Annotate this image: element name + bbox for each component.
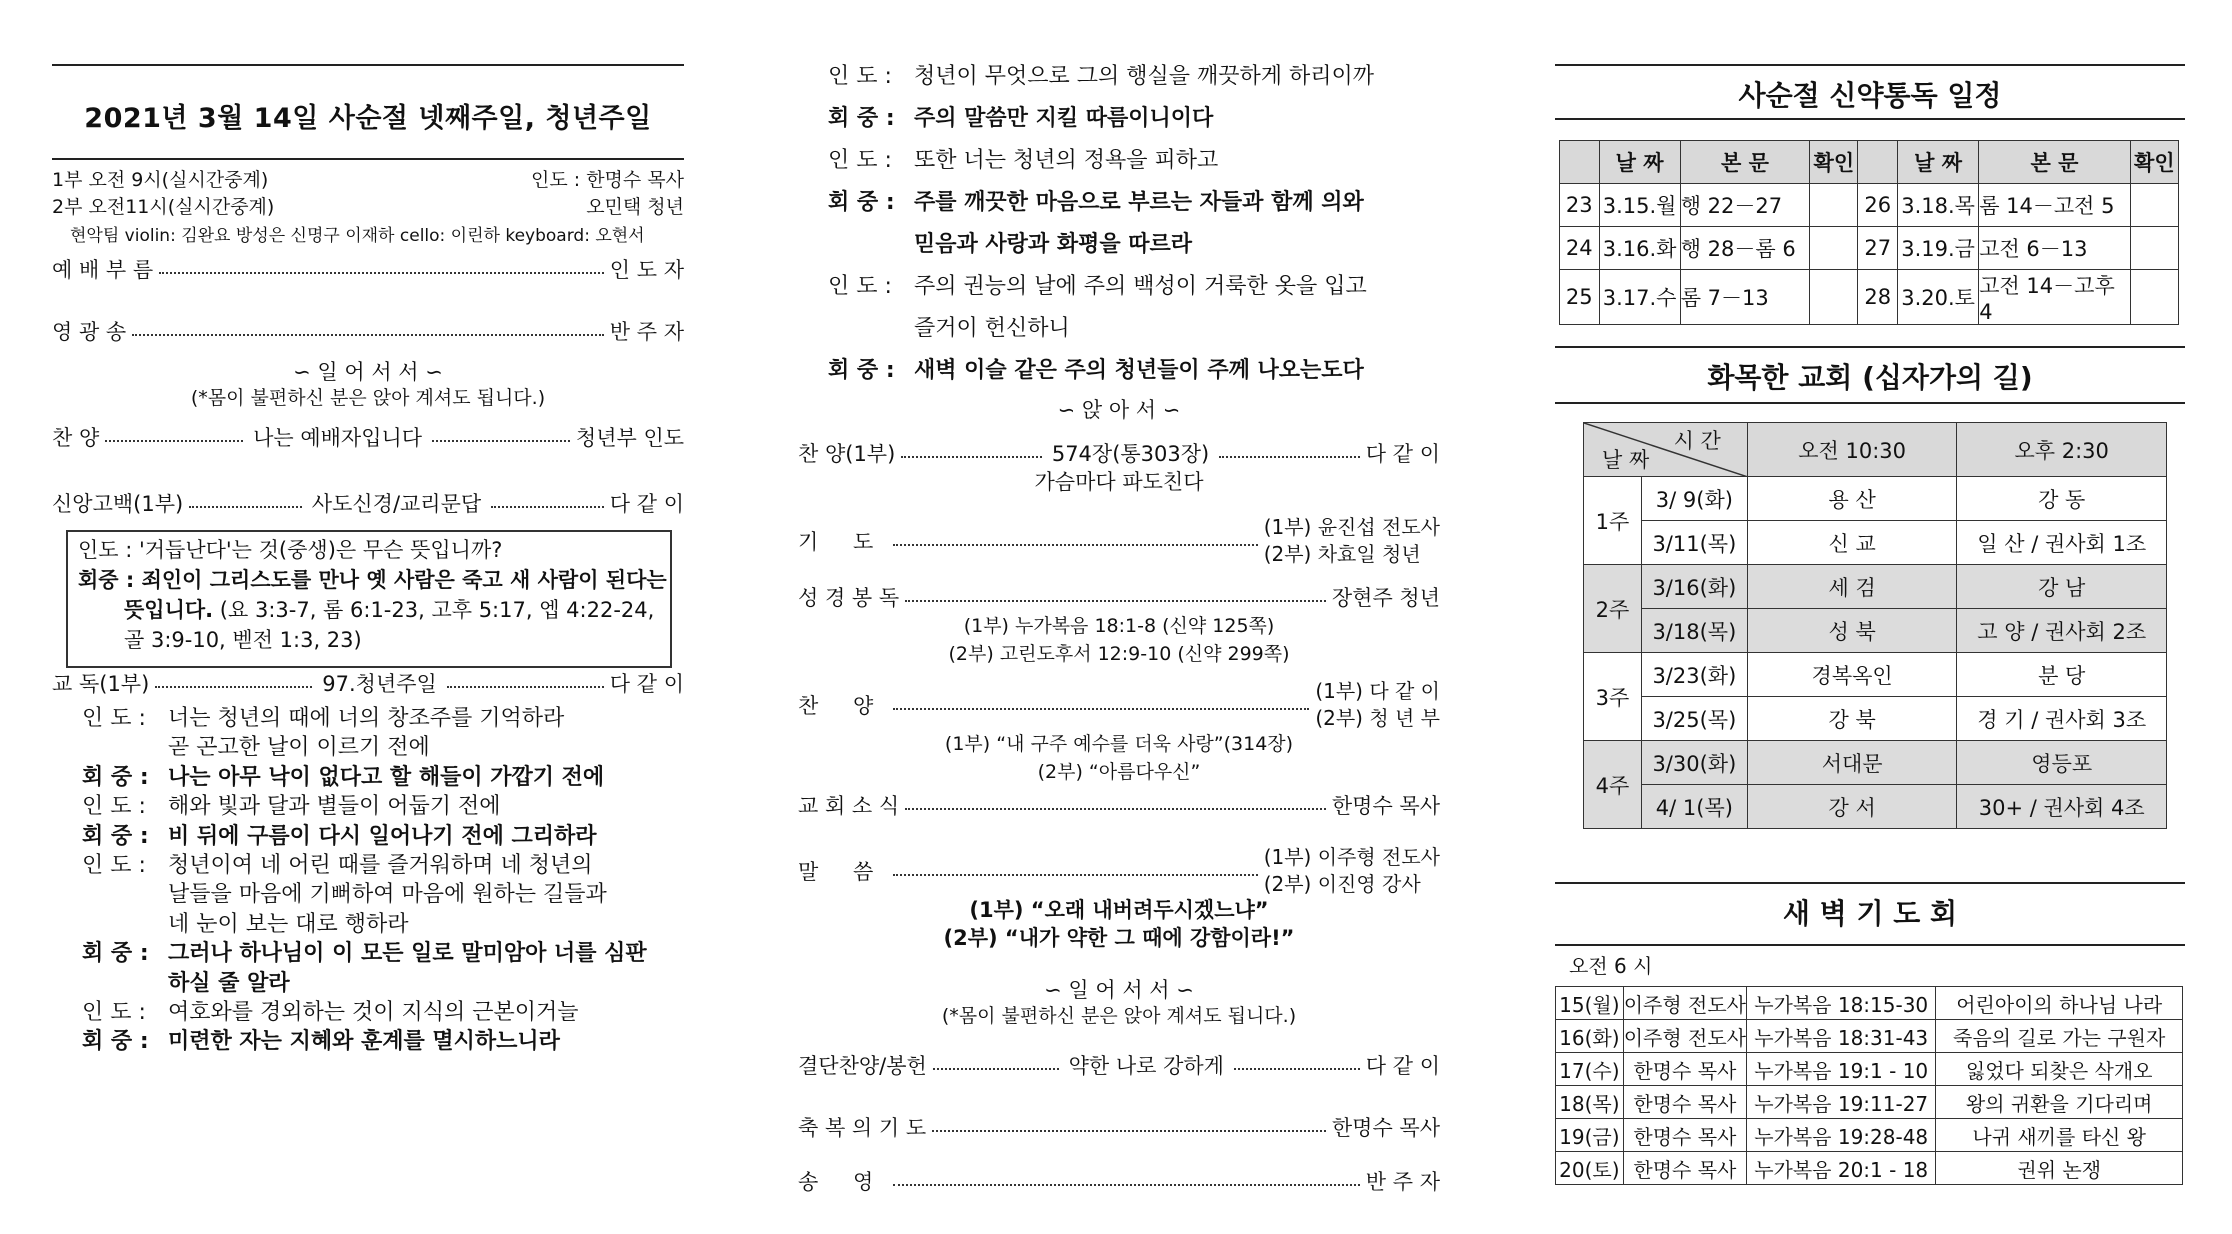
responsive-text: 주를 깨끗한 마음으로 부르는 자들과 함께 의와 bbox=[914, 190, 1364, 215]
call-to-worship bbox=[52, 254, 684, 284]
lent-row bbox=[1560, 184, 2179, 227]
praise bbox=[52, 422, 684, 452]
gloria bbox=[52, 316, 684, 346]
standing-heading: ∽ 일 어 서 서 ∽ bbox=[293, 360, 443, 384]
peace-church-table bbox=[1583, 422, 2167, 829]
dawn-preacher: 한명수 목사 bbox=[1623, 1086, 1746, 1119]
musicians: 현악팀 violin: 김완요 방성은 신명구 이재하 cello: 이린하 keyboard: 오현서 bbox=[70, 226, 645, 246]
news-right: 한명수 목사 bbox=[1331, 794, 1440, 818]
dawn-passage: 누가복음 19:1 - 10 bbox=[1747, 1053, 1936, 1086]
sermon bbox=[798, 845, 1440, 896]
dawn-date: 16(화) bbox=[1556, 1020, 1624, 1053]
am-location: 강 서 bbox=[1747, 785, 1957, 829]
responsive-line bbox=[914, 314, 1440, 344]
speaker-label: 회 중 : bbox=[82, 823, 149, 849]
lent-header-row bbox=[1560, 141, 2179, 184]
visit-date: 3/16(화) bbox=[1641, 565, 1747, 609]
benediction bbox=[798, 1112, 1440, 1142]
catechism-answer-1: 회중 : 죄인이 그리스도를 만나 옛 사람은 죽고 새 사람이 된다는 bbox=[78, 568, 667, 592]
hymn bbox=[798, 438, 1440, 468]
date: 3.17.수 bbox=[1599, 270, 1680, 325]
benediction-right: 한명수 목사 bbox=[1331, 1116, 1440, 1140]
standing-note: (*몸이 불편하신 분은 앉아 계셔도 됩니다.) bbox=[190, 387, 546, 409]
day-number: 23 bbox=[1560, 184, 1600, 227]
passage: 고전 6－13 bbox=[1979, 227, 2130, 270]
pm-location: 영등포 bbox=[1957, 741, 2167, 785]
check-box[interactable] bbox=[1810, 270, 1858, 325]
dawn-row bbox=[1556, 1152, 2183, 1185]
pm-location: 강 남 bbox=[1957, 565, 2167, 609]
dawn-passage: 누가복음 18:15-30 bbox=[1747, 987, 1936, 1020]
dawn-sermon-title: 왕의 귀환을 기다리며 bbox=[1936, 1086, 2183, 1119]
sermon-2: (2부) 이진영 강사 bbox=[1263, 872, 1421, 896]
prayer-2: (2부) 차효일 청년 bbox=[1263, 542, 1421, 566]
lent-row bbox=[1560, 227, 2179, 270]
responsive-line bbox=[168, 733, 684, 763]
anthem-song-1: (1부) “내 구주 예수를 더욱 사랑”(314장) bbox=[944, 733, 1294, 755]
am-location: 용 산 bbox=[1747, 477, 1957, 521]
reading-right: 다 같 이 bbox=[609, 672, 685, 696]
responsive-line bbox=[828, 62, 1440, 92]
dawn-row bbox=[1556, 1020, 2183, 1053]
passage: 행 22－27 bbox=[1680, 184, 1810, 227]
gloria-right: 반 주 자 bbox=[609, 320, 684, 344]
service-2-leader: 오민택 청년 bbox=[586, 196, 684, 218]
check-box[interactable] bbox=[1810, 227, 1858, 270]
date: 3.19.금 bbox=[1897, 227, 1978, 270]
day-number: 26 bbox=[1858, 184, 1898, 227]
speaker-label: 회 중 : bbox=[828, 106, 895, 131]
dawn-date: 17(수) bbox=[1556, 1053, 1624, 1086]
am-location: 신 교 bbox=[1747, 521, 1957, 565]
praise-right: 청년부 인도 bbox=[575, 426, 685, 450]
speaker-label: 인 도 : bbox=[828, 148, 892, 173]
pm-location: 경 기 / 권사회 3조 bbox=[1957, 697, 2167, 741]
lent-header-check: 확인 bbox=[1810, 141, 1858, 184]
speaker-label: 인 도 : bbox=[82, 1000, 146, 1025]
sitting-heading: ∽ 앉 아 서 ∽ bbox=[1057, 398, 1181, 422]
dawn-sermon-title: 잃었다 되찾은 삭개오 bbox=[1936, 1053, 2183, 1086]
responsive-line bbox=[82, 1027, 684, 1057]
peace-header-am: 오전 10:30 bbox=[1747, 423, 1957, 477]
page-title: 2021년 3월 14일 사순절 넷째주일, 청년주일 bbox=[84, 103, 652, 134]
lent-header-text-2: 본 문 bbox=[1979, 141, 2130, 184]
dawn-date: 18(목) bbox=[1556, 1086, 1624, 1119]
sermon-title-2: (2부) “내가 약한 그 때에 강함이라!” bbox=[943, 926, 1295, 950]
am-location: 강 북 bbox=[1747, 697, 1957, 741]
visit-date: 3/18(목) bbox=[1641, 609, 1747, 653]
speaker-label: 인 도 : bbox=[82, 706, 146, 731]
peace-row bbox=[1584, 697, 2167, 741]
title-rule bbox=[52, 158, 684, 160]
call-right: 인 도 자 bbox=[609, 258, 684, 282]
catechism-question: 인도 : '거듭난다'는 것(중생)은 무슨 뜻입니까? bbox=[78, 538, 503, 562]
responsive-line bbox=[828, 146, 1440, 176]
lent-header-text: 본 문 bbox=[1680, 141, 1810, 184]
dawn-passage: 누가복음 20:1 - 18 bbox=[1747, 1152, 1936, 1185]
prayer bbox=[798, 515, 1440, 566]
standing-heading-2: ∽ 일 어 서 서 ∽ bbox=[1044, 978, 1194, 1002]
day-number: 28 bbox=[1858, 270, 1898, 325]
sermon-1: (1부) 이주형 전도사 bbox=[1263, 845, 1440, 869]
week-label: 4주 bbox=[1584, 741, 1642, 829]
responsive-line bbox=[82, 792, 684, 822]
peace-row bbox=[1584, 741, 2167, 785]
hymn-title: 가슴마다 파도친다 bbox=[1034, 470, 1204, 494]
responsive-text: 또한 너는 청년의 정욕을 피하고 bbox=[914, 148, 1219, 173]
lent-reading-title: 사순절 신약통독 일정 bbox=[1738, 79, 2002, 112]
anthem-2: (2부) 청 년 부 bbox=[1315, 706, 1440, 730]
lent-header-date: 날 짜 bbox=[1599, 141, 1680, 184]
visit-date: 3/ 9(화) bbox=[1641, 477, 1747, 521]
responsive-text: 그러나 하나님이 이 모든 일로 말미암아 너를 심판 bbox=[168, 941, 647, 967]
responsive-text: 날들을 마음에 기뻐하여 마음에 원하는 길들과 bbox=[168, 882, 607, 908]
responsive-text: 곧 곤고한 날이 이르기 전에 bbox=[168, 735, 430, 761]
speaker-label: 인 도 : bbox=[82, 853, 146, 878]
speaker-label: 인 도 : bbox=[828, 274, 892, 299]
speaker-label: 회 중 : bbox=[82, 764, 149, 790]
responsive-line bbox=[828, 104, 1440, 134]
hymn-right: 다 같 이 bbox=[1365, 442, 1441, 466]
scripture-2: (2부) 고린도후서 12:9-10 (신약 299쪽) bbox=[948, 643, 1290, 665]
visit-date: 3/25(목) bbox=[1641, 697, 1747, 741]
creed-label: 신앙고백(1부) bbox=[52, 492, 184, 516]
week-label: 1주 bbox=[1584, 477, 1642, 565]
passage: 고전 14－고후 4 bbox=[1979, 270, 2130, 325]
dawn-date: 19(금) bbox=[1556, 1119, 1624, 1152]
speaker-label: 회 중 : bbox=[828, 190, 895, 215]
pm-location: 일 산 / 권사회 1조 bbox=[1957, 521, 2167, 565]
lent-header-check-2: 확인 bbox=[2130, 141, 2178, 184]
responsive-line bbox=[914, 230, 1440, 260]
passage: 롬 7－13 bbox=[1680, 270, 1810, 325]
responsive-text: 나는 아무 낙이 없다고 할 해들이 가깝기 전에 bbox=[168, 764, 605, 790]
pm-location: 30+ / 권사회 4조 bbox=[1957, 785, 2167, 829]
responsive-text: 새벽 이슬 같은 주의 청년들이 주께 나오는도다 bbox=[914, 358, 1364, 383]
am-location: 서대문 bbox=[1747, 741, 1957, 785]
date: 3.18.목 bbox=[1897, 184, 1978, 227]
responsive-text: 네 눈이 보는 대로 행하라 bbox=[168, 911, 409, 937]
responsive-line bbox=[82, 763, 684, 793]
catechism-answer-2-refs: (요 3:3-7, 롬 6:1-23, 고후 5:17, 엡 4:22-24, bbox=[213, 598, 655, 622]
hymn-number: 574장(통303장) bbox=[1048, 438, 1213, 468]
dawn-preacher: 한명수 목사 bbox=[1623, 1119, 1746, 1152]
check-box[interactable] bbox=[2130, 227, 2178, 270]
am-location: 세 검 bbox=[1747, 565, 1957, 609]
responsive-line bbox=[168, 880, 684, 910]
responsive-text: 주의 권능의 날에 주의 백성이 거룩한 옷을 입고 bbox=[914, 274, 1367, 299]
prayer-1: (1부) 윤진섭 전도사 bbox=[1263, 515, 1440, 539]
commit-song: 약한 나로 강하게 bbox=[1065, 1050, 1228, 1080]
peace-row bbox=[1584, 565, 2167, 609]
responsive-text: 청년이여 네 어린 때를 즐거워하며 네 청년의 bbox=[168, 853, 593, 878]
dawn-passage: 누가복음 19:11-27 bbox=[1747, 1086, 1936, 1119]
date: 3.15.월 bbox=[1599, 184, 1680, 227]
responsive-text: 주의 말씀만 지킬 따름이니이다 bbox=[914, 106, 1214, 131]
responsive-line bbox=[82, 998, 684, 1028]
doxology bbox=[798, 1166, 1440, 1196]
commit-label: 결단찬양/봉헌 bbox=[798, 1054, 927, 1078]
am-location: 성 북 bbox=[1747, 609, 1957, 653]
passage: 행 28－롬 6 bbox=[1680, 227, 1810, 270]
speaker-label: 회 중 : bbox=[828, 358, 895, 383]
pm-location: 고 양 / 권사회 2조 bbox=[1957, 609, 2167, 653]
commit-right: 다 같 이 bbox=[1365, 1054, 1440, 1078]
visit-date: 3/30(화) bbox=[1641, 741, 1747, 785]
dawn-row bbox=[1556, 1086, 2183, 1119]
dawn-prayer-time: 오전 6 시 bbox=[1569, 954, 1653, 978]
check-box[interactable] bbox=[1810, 184, 1858, 227]
call-label: 예 배 부 름 bbox=[52, 258, 154, 282]
corner-date: 날 짜 bbox=[1602, 448, 1650, 472]
responsive-line bbox=[82, 851, 684, 881]
responsive-text: 즐거이 헌신하니 bbox=[914, 316, 1070, 341]
date: 3.16.화 bbox=[1599, 227, 1680, 270]
hymn-label: 찬 양(1부) bbox=[798, 442, 896, 466]
pm-location: 강 동 bbox=[1957, 477, 2167, 521]
responsive-text: 여호와를 경외하는 것이 지식의 근본이거늘 bbox=[168, 1000, 579, 1025]
dawn-sermon-title: 어린아이의 하나님 나라 bbox=[1936, 987, 2183, 1020]
service-1-leader: 인도 : 한명수 목사 bbox=[531, 169, 684, 191]
responsive-line bbox=[828, 272, 1440, 302]
anthem bbox=[798, 679, 1440, 730]
visit-date: 4/ 1(목) bbox=[1641, 785, 1747, 829]
doxology-label: 송 영 bbox=[798, 1170, 888, 1194]
creed-mid: 사도신경/교리문답 bbox=[308, 488, 485, 518]
am-location: 경복옥인 bbox=[1747, 653, 1957, 697]
dawn-row bbox=[1556, 1053, 2183, 1086]
catechism-answer-3: 골 3:9-10, 벧전 1:3, 23) bbox=[124, 628, 362, 652]
scripture-right: 장현주 청년 bbox=[1331, 586, 1440, 610]
dawn-row bbox=[1556, 987, 2183, 1020]
day-number: 24 bbox=[1560, 227, 1600, 270]
service-2-time: 2부 오전11시(실시간중계) bbox=[52, 196, 275, 218]
speaker-label: 인 도 : bbox=[828, 64, 892, 89]
dawn-prayer-table bbox=[1555, 986, 2183, 1185]
responsive-reading bbox=[52, 668, 684, 698]
responsive-line bbox=[82, 704, 684, 734]
check-box[interactable] bbox=[2130, 184, 2178, 227]
speaker-label: 회 중 : bbox=[82, 1029, 149, 1055]
dawn-preacher: 한명수 목사 bbox=[1623, 1152, 1746, 1185]
dawn-date: 15(월) bbox=[1556, 987, 1624, 1020]
peace-header-pm: 오후 2:30 bbox=[1957, 423, 2167, 477]
dawn-row bbox=[1556, 1119, 2183, 1152]
dawn-sermon-title: 죽음의 길로 가는 구원자 bbox=[1936, 1020, 2183, 1053]
week-label: 2주 bbox=[1584, 565, 1642, 653]
responsive-text: 해와 빛과 달과 별들이 어둡기 전에 bbox=[168, 794, 501, 820]
dawn-sermon-title: 나귀 새끼를 타신 왕 bbox=[1936, 1119, 2183, 1152]
anthem-1: (1부) 다 같 이 bbox=[1315, 679, 1440, 703]
peace-row bbox=[1584, 609, 2167, 653]
creed bbox=[52, 488, 684, 518]
responsive-text: 믿음과 사랑과 화평을 따르라 bbox=[914, 232, 1193, 257]
week-label: 3주 bbox=[1584, 653, 1642, 741]
responsive-text: 청년이 무엇으로 그의 행실을 깨끗하게 하리이까 bbox=[914, 64, 1375, 89]
sermon-label: 말 씀 bbox=[798, 860, 888, 884]
prayer-label: 기 도 bbox=[798, 530, 888, 554]
church-news bbox=[798, 790, 1440, 820]
pm-location: 분 당 bbox=[1957, 653, 2167, 697]
dawn-passage: 누가복음 18:31-43 bbox=[1747, 1020, 1936, 1053]
day-number: 27 bbox=[1858, 227, 1898, 270]
peace-row bbox=[1584, 477, 2167, 521]
peace-church-title: 화목한 교회 (십자가의 길) bbox=[1707, 361, 2033, 394]
peace-header-row bbox=[1584, 423, 2167, 477]
peace-row bbox=[1584, 785, 2167, 829]
catechism-answer-2 bbox=[124, 596, 670, 624]
dawn-preacher: 이주형 전도사 bbox=[1623, 1020, 1746, 1053]
anthem-label: 찬 양 bbox=[798, 694, 888, 718]
responsive-text: 하실 줄 알라 bbox=[168, 970, 290, 996]
creed-right: 다 같 이 bbox=[609, 492, 684, 516]
responsive-line bbox=[82, 939, 684, 969]
visit-date: 3/11(목) bbox=[1641, 521, 1747, 565]
dawn-preacher: 이주형 전도사 bbox=[1623, 987, 1746, 1020]
speaker-label: 회 중 : bbox=[82, 941, 149, 967]
visit-date: 3/23(화) bbox=[1641, 653, 1747, 697]
speaker-label: 인 도 : bbox=[82, 794, 146, 820]
responsive-text: 너는 청년의 때에 너의 창조주를 기억하라 bbox=[168, 706, 565, 731]
passage: 롬 14－고전 5 bbox=[1979, 184, 2130, 227]
news-label: 교 회 소 식 bbox=[798, 794, 900, 818]
sermon-title-1: (1부) “오래 내버려두시겠느냐” bbox=[969, 898, 1269, 922]
catechism-answer-2-bold: 뜻입니다. bbox=[124, 598, 214, 622]
peace-corner bbox=[1584, 423, 1748, 477]
benediction-label: 축 복 의 기 도 bbox=[798, 1116, 927, 1140]
praise-label: 찬 양 bbox=[52, 426, 100, 450]
responsive-line bbox=[82, 822, 684, 852]
scripture-1: (1부) 누가복음 18:1-8 (신약 125쪽) bbox=[963, 615, 1275, 637]
dawn-sermon-title: 권위 논쟁 bbox=[1936, 1152, 2183, 1185]
dawn-prayer-title: 새 벽 기 도 회 bbox=[1782, 897, 1958, 930]
reading-label: 교 독(1부) bbox=[52, 672, 150, 696]
catechism-box bbox=[66, 530, 672, 668]
lent-reading-table bbox=[1559, 140, 2179, 325]
lent-header-date-2: 날 짜 bbox=[1897, 141, 1978, 184]
peace-row bbox=[1584, 521, 2167, 565]
day-number: 25 bbox=[1560, 270, 1600, 325]
dawn-date: 20(토) bbox=[1556, 1152, 1624, 1185]
responsive-line bbox=[828, 188, 1440, 218]
anthem-song-2: (2부) “아름다우신” bbox=[1037, 761, 1201, 783]
commitment bbox=[798, 1050, 1440, 1080]
top-rule bbox=[52, 64, 684, 66]
reading-mid: 97.청년주일 bbox=[318, 668, 441, 698]
dawn-preacher: 한명수 목사 bbox=[1623, 1053, 1746, 1086]
date: 3.20.토 bbox=[1897, 270, 1978, 325]
doxology-right: 반 주 자 bbox=[1365, 1170, 1440, 1194]
responsive-line bbox=[168, 969, 684, 999]
check-box[interactable] bbox=[2130, 270, 2178, 325]
responsive-line bbox=[828, 356, 1440, 386]
responsive-text: 비 뒤에 구름이 다시 일어나기 전에 그리하라 bbox=[168, 823, 597, 849]
lent-row bbox=[1560, 270, 2179, 325]
responsive-line bbox=[168, 910, 684, 940]
standing-note-2: (*몸이 불편하신 분은 앉아 계셔도 됩니다.) bbox=[941, 1005, 1297, 1027]
gloria-label: 영 광 송 bbox=[52, 320, 127, 344]
dawn-passage: 누가복음 19:28-48 bbox=[1747, 1119, 1936, 1152]
responsive-text: 미련한 자는 지혜와 훈계를 멸시하느니라 bbox=[168, 1029, 560, 1055]
corner-time: 시 간 bbox=[1673, 429, 1721, 453]
scripture-label: 성 경 봉 독 bbox=[798, 586, 900, 610]
scripture bbox=[798, 582, 1440, 612]
peace-row bbox=[1584, 653, 2167, 697]
praise-song: 나는 예배자입니다 bbox=[249, 422, 426, 452]
service-1-time: 1부 오전 9시(실시간중계) bbox=[52, 169, 269, 191]
